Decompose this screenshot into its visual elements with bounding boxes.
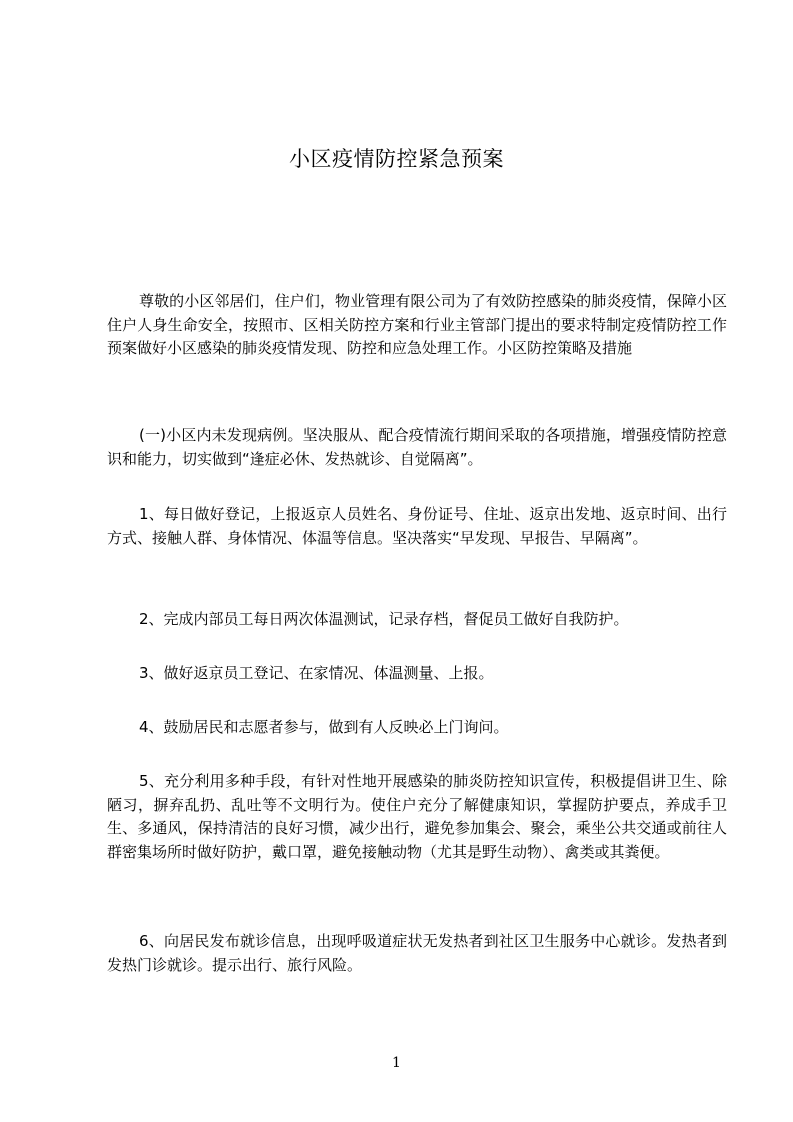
paragraph-item-1: 1、每日做好登记，上报返京人员姓名、身份证号、住址、返京出发地、返京时间、出行方式、接触人群、身体情况、体温等信息。坚决落实“早发现、早报告、早隔离”。 (107, 505, 727, 547)
paragraph-item-5: 5、充分利用多种手段，有针对性地开展感染的肺炎防控知识宣传，积极提倡讲卫生、除陋习，摒弃乱扔、乱吐等不文明行为。使住户充分了解健康知识，掌握防护要点，养成手卫生、多通风，保持清洁的良好习惯，减少出行，避免参加集会、聚会，乘坐公共交通或前往人群密集场所时做好防护，戴口罩，避免接触动物（尤其是野生动物）、禽类或其粪便。 (107, 772, 727, 861)
paragraph-item-6: 6、向居民发布就诊信息，出现呼吸道症状无发热者到社区卫生服务中心就诊。发热者到发热门诊就诊。提示出行、旅行风险。 (107, 932, 727, 974)
paragraph-intro: 尊敬的小区邻居们，住户们，物业管理有限公司为了有效防控感染的肺炎疫情，保障小区住户人身生命安全，按照市、区相关防控方案和行业主管部门提出的要求特制定疫情防控工作预案做好小区感染的肺炎疫情发现、防控和应急处理工作。小区防控策略及措施 (107, 292, 727, 357)
page-title: 小区疫情防控紧急预案 (289, 147, 504, 171)
paragraph-item-4: 4、鼓励居民和志愿者参与，做到有人反映必上门询问。 (139, 718, 509, 736)
page-number: 1 (392, 1055, 401, 1071)
paragraph-item-2: 2、完成内部员工每日两次体温测试，记录存档，督促员工做好自我防护。 (139, 610, 629, 628)
paragraph-item-3: 3、做好返京员工登记、在家情况、体温测量、上报。 (139, 664, 494, 682)
paragraph-section-1: (一)小区内未发现病例。坚决服从、配合疫情流行期间采取的各项措施，增强疫情防控意识和能力，切实做到“逢症必休、发热就诊、自觉隔离”。 (107, 426, 727, 468)
